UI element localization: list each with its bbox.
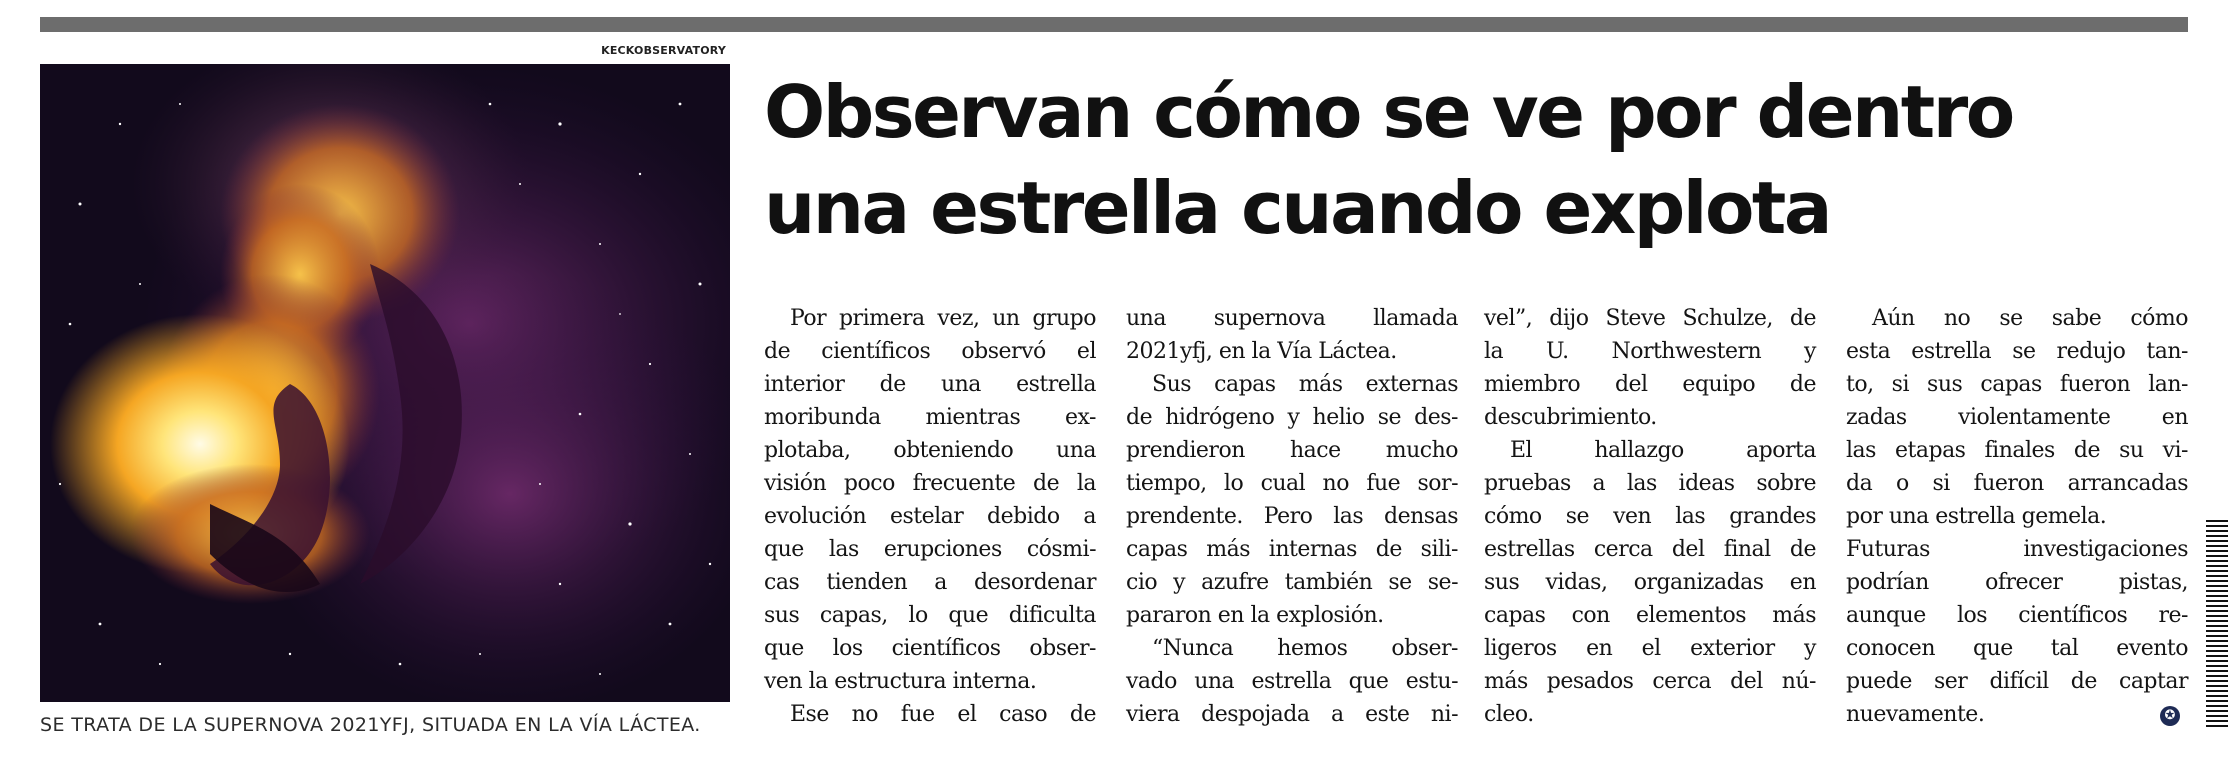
article-line: zadas violentamente en [1846, 405, 2188, 430]
article-line: puede ser difícil de captar [1846, 669, 2188, 694]
headline [764, 64, 2014, 256]
article-line: 2021yfj, en la Vía Láctea. [1126, 339, 1397, 364]
article-line: miembro del equipo de [1484, 372, 1816, 397]
article-line: Por primera vez, un grupo [790, 306, 1096, 331]
star-icon: ✪ [2160, 706, 2180, 726]
article-line: Sus capas más externas [1152, 372, 1458, 397]
article-line: de hidrógeno y helio se des- [1126, 405, 1458, 430]
article-line: cómo se ven las grandes [1484, 504, 1816, 529]
article-line: evolución estelar debido a [764, 504, 1096, 529]
article-line: sus capas, lo que dificulta [764, 603, 1096, 628]
article-line: plotaba, obteniendo una [764, 438, 1096, 463]
article-line: más pesados cerca del nú- [1484, 669, 1816, 694]
article-line: aunque los científicos re- [1846, 603, 2188, 628]
article-column-3 [1484, 302, 1816, 731]
article-line: la U. Northwestern y [1484, 339, 1816, 364]
article-column-2 [1126, 302, 1458, 731]
headline-line-1: Observan cómo se ve por dentro [764, 70, 2013, 154]
article-line: por una estrella gemela. [1846, 504, 2107, 529]
article-line: conocen que tal evento [1846, 636, 2188, 661]
top-rule [40, 17, 2188, 32]
article-line: vado una estrella que estu- [1126, 669, 1458, 694]
supernova-photo [40, 64, 730, 702]
article-line: de científicos observó el [764, 339, 1096, 364]
article-line: ligeros en el exterior y [1484, 636, 1816, 661]
article-line: da o si fueron arrancadas [1846, 471, 2188, 496]
photo-credit: KECKOBSERVATORY [601, 44, 726, 57]
article-line: tiempo, lo cual no fue sor- [1126, 471, 1458, 496]
article-line: Aún no se sabe cómo [1872, 306, 2188, 331]
article-line: nuevamente. [1846, 702, 1985, 727]
article-line: ven la estructura interna. [764, 669, 1037, 694]
article-line: las etapas finales de su vi- [1846, 438, 2188, 463]
article-line: vel”, dijo Steve Schulze, de [1484, 306, 1816, 331]
article-line: viera despojada a este ni- [1126, 702, 1458, 727]
article-line: descubrimiento. [1484, 405, 1657, 430]
article-line: pruebas a las ideas sobre [1484, 471, 1816, 496]
article-line: sus vidas, organizadas en [1484, 570, 1816, 595]
article-line: to, si sus capas fueron lan- [1846, 372, 2188, 397]
article-line: esta estrella se redujo tan- [1846, 339, 2188, 364]
article-line: capas más internas de sili- [1126, 537, 1458, 562]
article-line: que las erupciones cósmi- [764, 537, 1096, 562]
article-line: pararon en la explosión. [1126, 603, 1384, 628]
article-line: prendieron hace mucho [1126, 438, 1458, 463]
article-line: “Nunca hemos obser- [1152, 636, 1458, 661]
headline-line-2: una estrella cuando explota [764, 166, 1830, 250]
article-line: que los científicos obser- [764, 636, 1096, 661]
page-barcode [2206, 520, 2228, 730]
photo-caption: SE TRATA DE LA SUPERNOVA 2021YFJ, SITUADA EN LA VÍA LÁCTEA. [40, 714, 701, 736]
article-line: podrían ofrecer pistas, [1846, 570, 2188, 595]
article-line: cio y azufre también se se- [1126, 570, 1458, 595]
article-line: cas tienden a desordenar [764, 570, 1096, 595]
article-line: visión poco frecuente de la [764, 471, 1096, 496]
article-column-1 [764, 302, 1096, 731]
article-line: El hallazgo aporta [1510, 438, 1816, 463]
article-line: Ese no fue el caso de [790, 702, 1096, 727]
article-column-4 [1846, 302, 2188, 731]
article-line: una supernova llamada [1126, 306, 1458, 331]
article-line: capas con elementos más [1484, 603, 1816, 628]
article-line: estrellas cerca del final de [1484, 537, 1816, 562]
article-line: interior de una estrella [764, 372, 1096, 397]
article-line: prendente. Pero las densas [1126, 504, 1458, 529]
article-line: Futuras investigaciones [1846, 537, 2188, 562]
article-line: moribunda mientras ex- [764, 405, 1096, 430]
article-line: cleo. [1484, 702, 1534, 727]
